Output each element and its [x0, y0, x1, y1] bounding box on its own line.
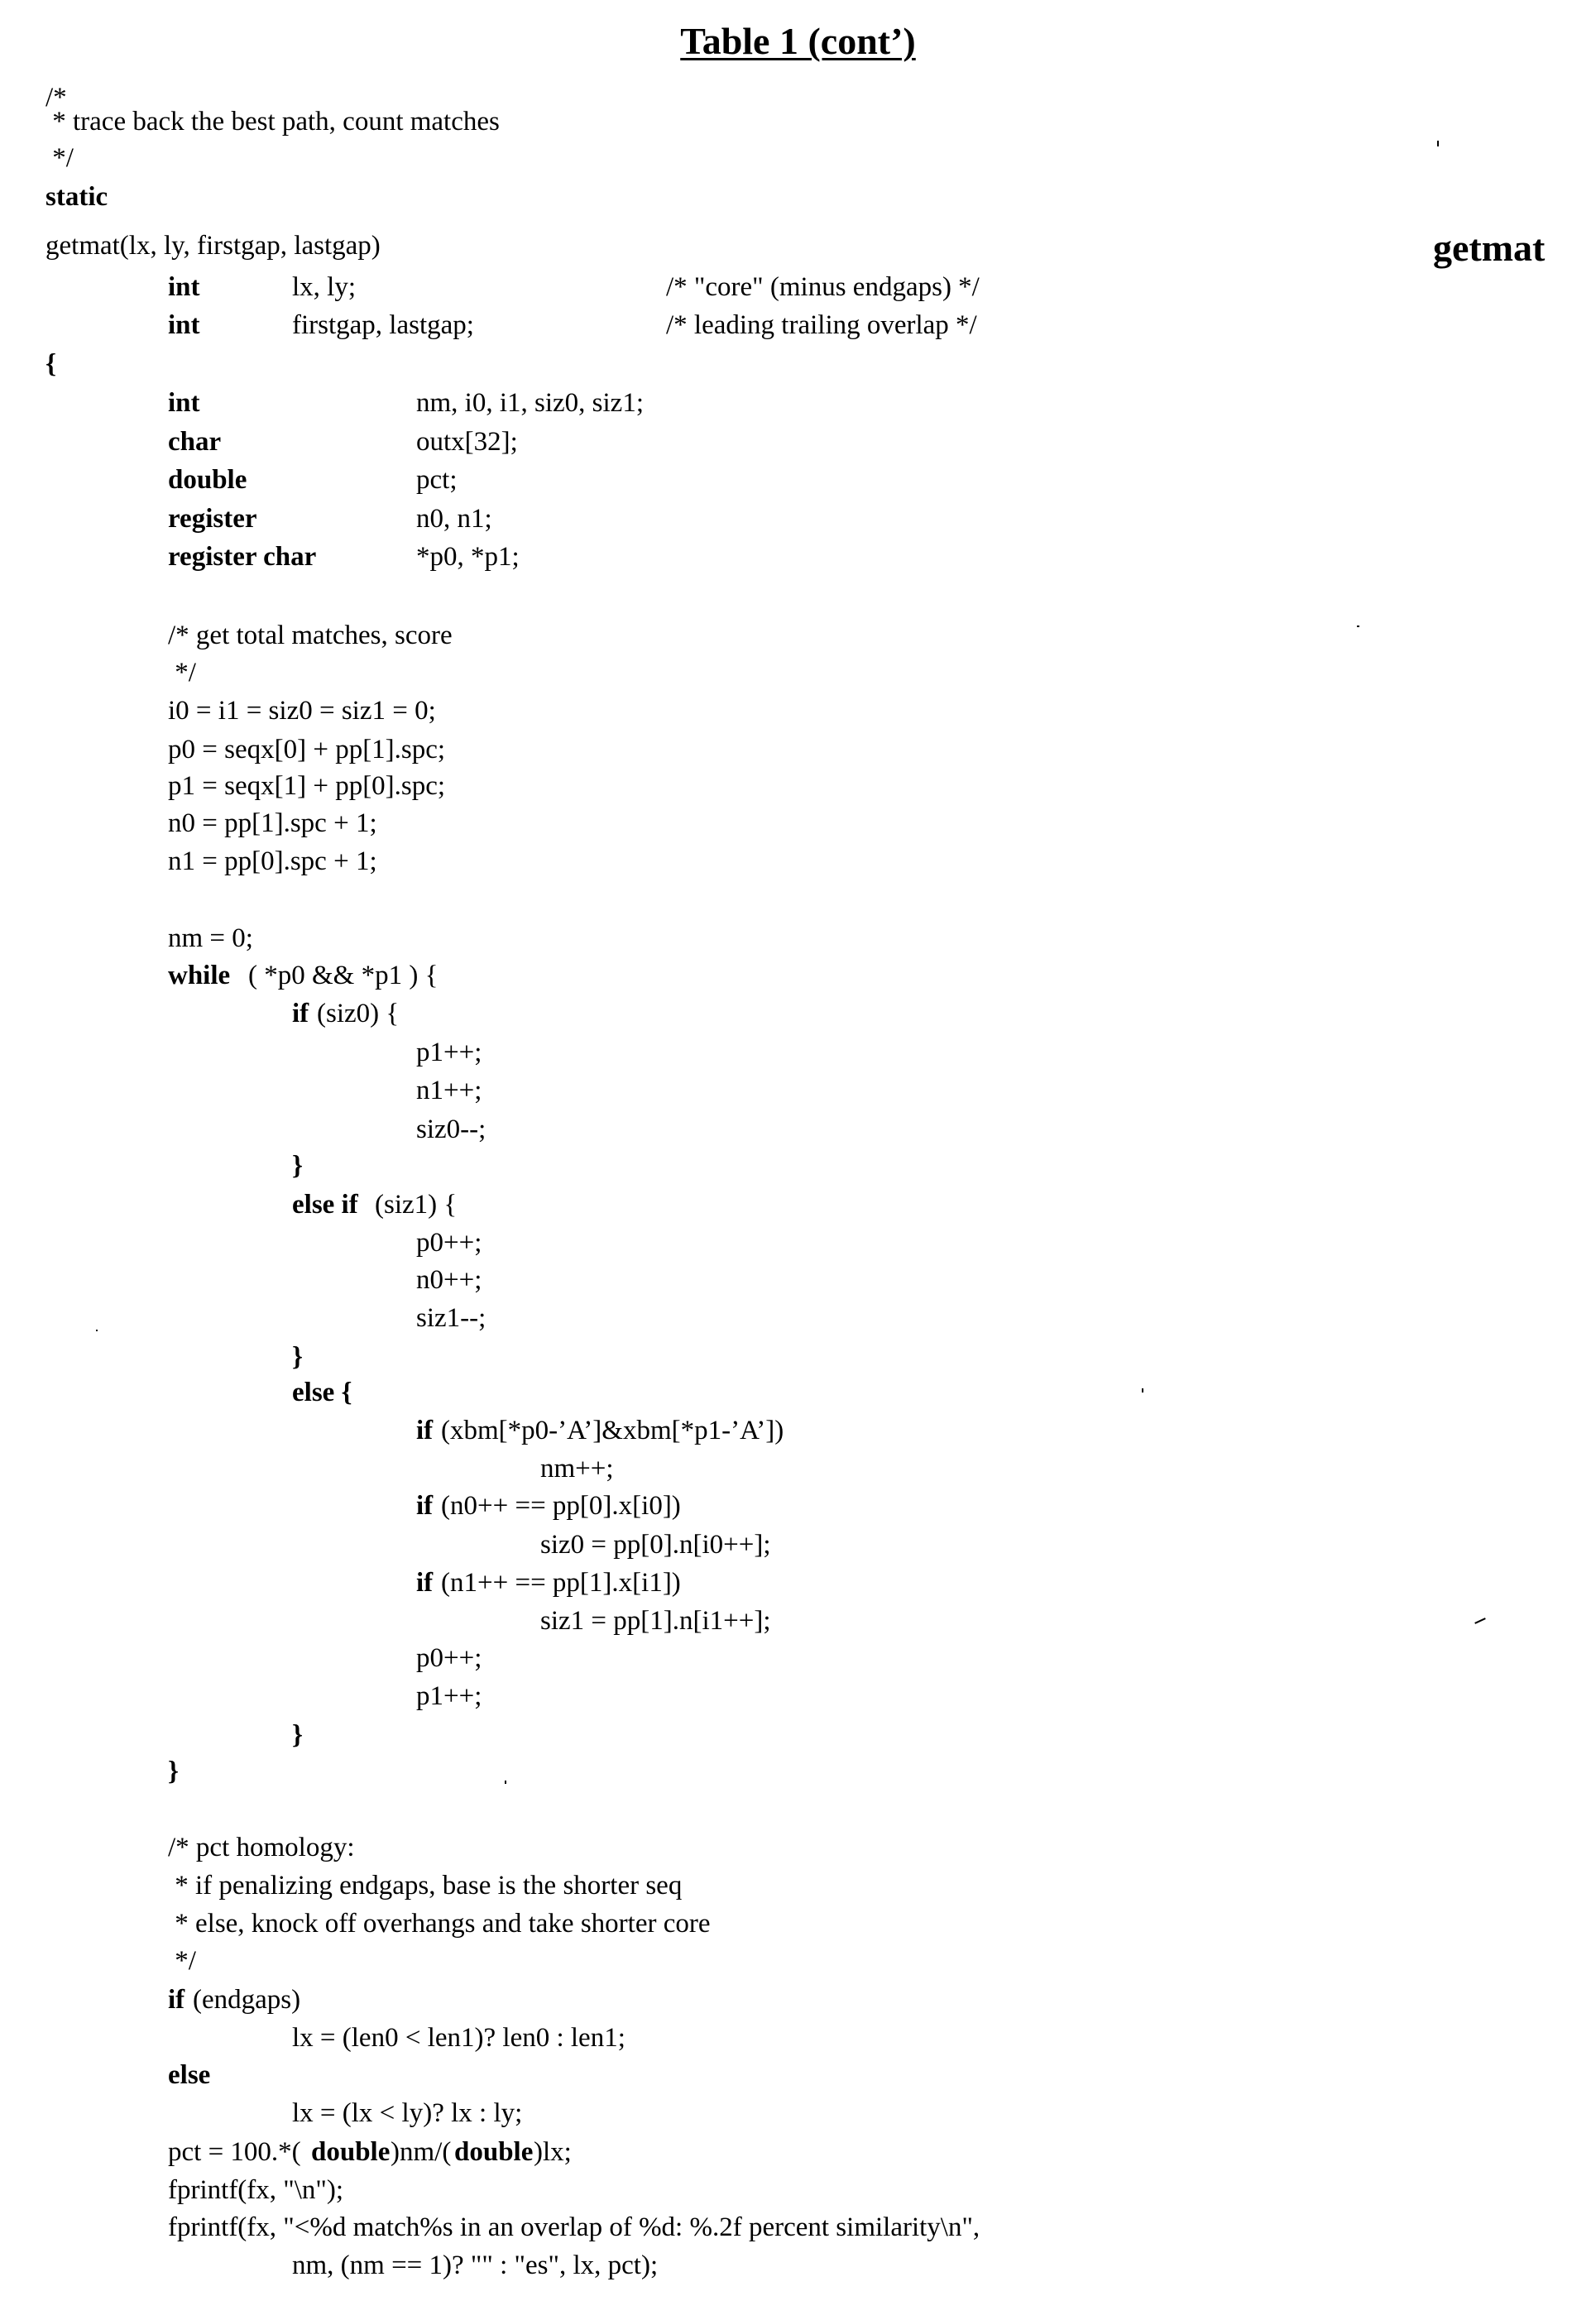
code-line — [0, 1829, 1596, 1867]
code-text: /* "core" (minus endgaps) */ — [666, 272, 980, 302]
code-text: p0++; — [416, 1228, 482, 1258]
code-text: siz0--; — [416, 1114, 486, 1144]
code-text: )lx; — [534, 2137, 572, 2167]
code-text: ( *p0 && *p1 ) { — [248, 961, 439, 990]
code-line — [0, 1905, 1596, 1943]
code-line — [0, 1526, 1596, 1564]
code-line — [0, 804, 1596, 842]
code-keyword: } — [292, 1342, 304, 1372]
code-line — [0, 2019, 1596, 2057]
code-keyword: if — [416, 1416, 434, 1445]
code-line — [0, 2171, 1596, 2209]
code-line — [0, 1071, 1596, 1110]
code-keyword: static — [46, 182, 108, 212]
code-text: n0, n1; — [416, 504, 492, 534]
code-text: nm, i0, i1, siz0, siz1; — [416, 388, 644, 418]
code-text: *p0, *p1; — [416, 542, 520, 572]
code-text: nm++; — [540, 1454, 614, 1484]
page-title — [0, 18, 1596, 65]
code-keyword: } — [292, 1151, 304, 1181]
code-text: i0 = i1 = siz0 = siz1 = 0; — [168, 696, 436, 726]
code-keyword: register char — [168, 542, 317, 572]
code-keyword: if — [416, 1568, 434, 1598]
code-text: (siz1) { — [375, 1190, 458, 1220]
code-line — [0, 1412, 1596, 1450]
code-line — [0, 616, 1596, 654]
code-text: p1 = seqx[1] + pp[0].spc; — [168, 771, 446, 801]
code-text: n0++; — [416, 1265, 482, 1295]
code-text: */ — [168, 658, 196, 688]
code-line — [0, 731, 1596, 769]
code-line — [0, 345, 1596, 383]
code-text: (n0++ == pp[0].x[i0]) — [441, 1491, 681, 1521]
code-line — [0, 500, 1596, 538]
code-text: fprintf(fx, "\n"); — [168, 2175, 344, 2205]
code-keyword: } — [168, 1757, 180, 1786]
code-line — [0, 2208, 1596, 2246]
code-line — [0, 538, 1596, 576]
code-line — [0, 268, 1596, 306]
code-text: */ — [46, 143, 74, 173]
code-text: (n1++ == pp[1].x[i1]) — [441, 1568, 681, 1598]
code-text: (xbm[*p0-’A’]&xbm[*p1-’A’]) — [441, 1416, 784, 1445]
code-line — [0, 2246, 1596, 2284]
code-line — [0, 1373, 1596, 1412]
code-line — [0, 461, 1596, 499]
code-line — [0, 384, 1596, 422]
scan-speck — [1437, 141, 1439, 146]
code-line — [0, 178, 1596, 216]
code-line — [0, 1186, 1596, 1224]
code-text: p0++; — [416, 1643, 482, 1673]
code-line — [0, 2133, 1596, 2171]
code-keyword: else if — [292, 1190, 358, 1220]
code-keyword: double — [311, 2137, 391, 2167]
code-keyword: if — [168, 1985, 185, 2015]
code-line — [0, 1261, 1596, 1299]
code-line — [0, 2056, 1596, 2094]
code-text: getmat(lx, ly, firstgap, lastgap) — [46, 231, 381, 261]
code-text: n1++; — [416, 1076, 482, 1105]
code-text: /* pct homology: — [168, 1833, 355, 1862]
code-text: lx, ly; — [292, 272, 357, 302]
code-line — [0, 2094, 1596, 2132]
code-line — [0, 1981, 1596, 2019]
code-text: /* get total matches, score — [168, 621, 453, 650]
code-text: */ — [168, 1946, 196, 1976]
code-line — [0, 1338, 1596, 1376]
code-text: p1++; — [416, 1681, 482, 1711]
code-line — [0, 1487, 1596, 1525]
code-keyword: int — [168, 388, 200, 418]
code-text: siz1--; — [416, 1303, 486, 1333]
code-text: pct = 100.*( — [168, 2137, 301, 2167]
code-line — [0, 227, 1596, 265]
code-keyword: if — [292, 999, 309, 1028]
code-keyword: { — [46, 349, 57, 379]
code-text: (siz0) { — [317, 999, 400, 1028]
code-text: p1++; — [416, 1038, 482, 1067]
page-title-text: Table 1 (cont’) — [680, 20, 916, 62]
code-keyword: if — [416, 1491, 434, 1521]
code-line — [0, 1716, 1596, 1754]
code-text: siz1 = pp[1].n[i1++]; — [540, 1606, 771, 1636]
code-line — [0, 842, 1596, 880]
code-text: outx[32]; — [416, 427, 518, 457]
code-text: lx = (len0 < len1)? len0 : len1; — [292, 2023, 625, 2053]
function-side-label: getmat — [1433, 227, 1546, 269]
code-line — [0, 767, 1596, 805]
code-line — [0, 1224, 1596, 1262]
code-text: fprintf(fx, "<%d match%s in an overlap of %d: %.2f percent similarity\n", — [168, 2212, 980, 2242]
code-line — [0, 1752, 1596, 1790]
code-keyword: else { — [292, 1378, 352, 1407]
code-keyword: } — [292, 1720, 304, 1750]
code-text: * else, knock off overhangs and take shorter core — [168, 1909, 711, 1939]
code-text: * trace back the best path, count matches — [46, 107, 500, 137]
code-line — [0, 995, 1596, 1033]
code-keyword: else — [168, 2060, 211, 2090]
code-text: * if penalizing endgaps, base is the shorter seq — [168, 1871, 683, 1901]
code-line — [0, 423, 1596, 461]
code-text: p0 = seqx[0] + pp[1].spc; — [168, 735, 446, 765]
code-line — [0, 1942, 1596, 1980]
code-line — [0, 919, 1596, 957]
code-text: siz0 = pp[0].n[i0++]; — [540, 1530, 771, 1560]
code-line — [0, 1677, 1596, 1715]
code-line — [0, 139, 1596, 177]
code-line — [0, 956, 1596, 995]
code-line — [0, 306, 1596, 344]
scan-speck — [96, 1330, 98, 1331]
code-line — [0, 1867, 1596, 1905]
code-text: n1 = pp[0].spc + 1; — [168, 846, 377, 876]
code-text: pct; — [416, 465, 458, 495]
code-text: lx = (lx < ly)? lx : ly; — [292, 2098, 523, 2128]
code-keyword: while — [168, 961, 231, 990]
code-line — [0, 1147, 1596, 1185]
code-text: (endgaps) — [193, 1985, 301, 2015]
code-text: nm, (nm == 1)? "" : "es", lx, pct); — [292, 2250, 659, 2280]
code-line — [0, 1450, 1596, 1488]
code-line — [0, 1299, 1596, 1337]
code-keyword: register — [168, 504, 257, 534]
code-line — [0, 1639, 1596, 1677]
code-line — [0, 654, 1596, 692]
code-text: firstgap, lastgap; — [292, 310, 474, 340]
code-text: n0 = pp[1].spc + 1; — [168, 808, 377, 838]
code-text: /* — [46, 83, 67, 113]
code-keyword: int — [168, 272, 200, 302]
scan-speck — [505, 1781, 506, 1784]
code-line — [0, 1564, 1596, 1602]
code-keyword: char — [168, 427, 222, 457]
scan-speck — [1142, 1388, 1143, 1392]
code-text: /* leading trailing overlap */ — [666, 310, 977, 340]
scan-speck — [1357, 626, 1359, 627]
code-line — [0, 1602, 1596, 1640]
code-keyword: double — [168, 465, 247, 495]
code-line — [0, 692, 1596, 730]
code-line — [0, 1110, 1596, 1148]
code-keyword: int — [168, 310, 200, 340]
code-line — [0, 1033, 1596, 1071]
code-keyword: double — [454, 2137, 534, 2167]
code-line — [0, 103, 1596, 141]
code-text: nm = 0; — [168, 923, 253, 953]
code-text: )nm/( — [391, 2137, 452, 2167]
